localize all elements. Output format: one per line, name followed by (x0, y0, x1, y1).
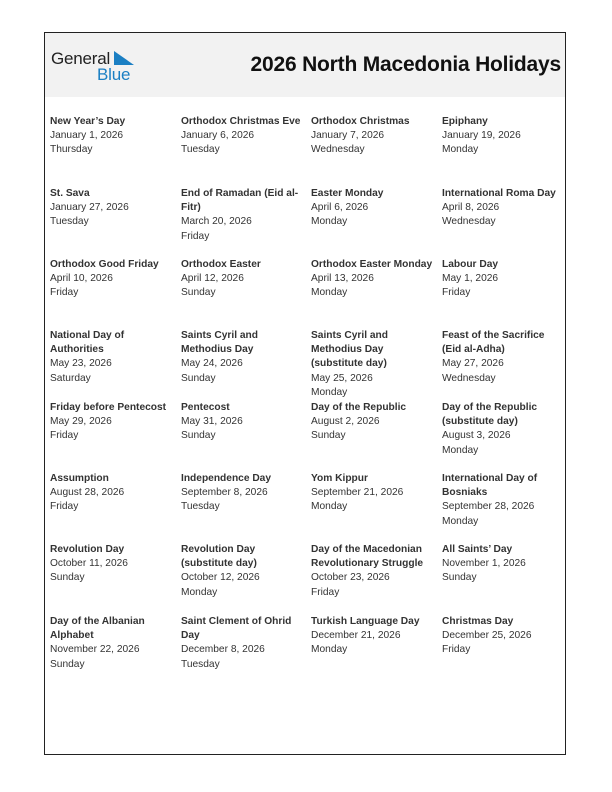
holiday-date: August 3, 2026 (442, 430, 511, 442)
holiday-name: New Year’s Day (50, 116, 126, 127)
holiday-name: Revolution Day (50, 544, 125, 555)
holiday-date: August 2, 2026 (311, 416, 380, 428)
page-header (45, 33, 565, 97)
holiday-entry (442, 543, 564, 586)
holiday-weekday: Wednesday (442, 216, 496, 228)
holiday-weekday: Wednesday (311, 144, 365, 156)
holiday-entry (181, 472, 303, 515)
holiday-weekday: Monday (311, 216, 348, 228)
holiday-entry (181, 258, 303, 301)
holiday-weekday: Sunday (442, 572, 477, 584)
holiday-date: April 10, 2026 (50, 273, 113, 285)
holiday-date: January 27, 2026 (50, 202, 129, 214)
holiday-name: Orthodox Easter Monday (311, 259, 433, 270)
brand-triangle-icon (114, 51, 134, 65)
holiday-date: January 1, 2026 (50, 130, 124, 142)
holiday-name: Day of the Albanian Alphabet (50, 616, 145, 642)
holiday-date: April 8, 2026 (442, 202, 500, 214)
holiday-entry (311, 401, 433, 444)
holiday-entry (181, 543, 303, 600)
holiday-weekday: Tuesday (181, 144, 220, 156)
holiday-weekday: Monday (311, 644, 348, 656)
holiday-entry (181, 401, 303, 444)
holiday-weekday: Sunday (50, 572, 85, 584)
holiday-date: November 22, 2026 (50, 644, 140, 656)
holiday-name: National Day of Authorities (50, 330, 125, 356)
calendar-page (44, 32, 566, 755)
holiday-entry (311, 329, 433, 400)
holiday-weekday: Saturday (50, 372, 91, 384)
holiday-weekday: Thursday (50, 144, 93, 156)
holiday-name: Yom Kippur (311, 473, 368, 484)
holiday-name: Saint Clement of Ohrid Day (181, 616, 292, 642)
holiday-name: Day of the Republic (substitute day) (442, 402, 538, 428)
holiday-name: End of Ramadan (Eid al-Fitr) (181, 188, 299, 214)
holiday-weekday: Monday (311, 386, 348, 398)
holiday-name: Feast of the Sacrifice (Eid al-Adha) (442, 330, 545, 356)
holiday-entry (311, 187, 433, 230)
holiday-entry (442, 258, 564, 301)
holiday-date: January 7, 2026 (311, 130, 385, 142)
holiday-name: Orthodox Christmas (311, 116, 410, 127)
holiday-weekday: Tuesday (181, 501, 220, 513)
holiday-date: September 28, 2026 (442, 501, 535, 513)
holiday-name: All Saints’ Day (442, 544, 513, 555)
holiday-name: Saints Cyril and Methodius Day (substitute day) (311, 330, 388, 370)
holiday-name: Assumption (50, 473, 109, 484)
holiday-weekday: Friday (50, 430, 79, 442)
holiday-name: Easter Monday (311, 188, 384, 199)
brand-logo (51, 49, 141, 83)
holiday-name: Saints Cyril and Methodius Day (181, 330, 258, 356)
holiday-weekday: Sunday (181, 287, 216, 299)
holiday-entry (50, 329, 172, 386)
holiday-name: St. Sava (50, 188, 90, 199)
holiday-weekday: Monday (442, 444, 479, 456)
holiday-name: Day of the Republic (311, 402, 407, 413)
holiday-date: December 21, 2026 (311, 630, 401, 642)
holiday-entry (311, 543, 433, 600)
holiday-name: Christmas Day (442, 616, 514, 627)
holiday-weekday: Monday (442, 144, 479, 156)
holiday-entry (442, 401, 564, 458)
holiday-date: November 1, 2026 (442, 558, 526, 570)
holiday-date: April 13, 2026 (311, 273, 374, 285)
holiday-weekday: Friday (311, 586, 340, 598)
holiday-entry (50, 543, 172, 586)
holiday-weekday: Sunday (181, 430, 216, 442)
holiday-weekday: Monday (181, 586, 218, 598)
holiday-name: Friday before Pentecost (50, 402, 167, 413)
holiday-weekday: Tuesday (50, 216, 89, 228)
holiday-name: Independence Day (181, 473, 272, 484)
holiday-name: Turkish Language Day (311, 616, 420, 627)
holiday-entry (442, 115, 564, 158)
holiday-entry (181, 187, 303, 244)
holiday-weekday: Tuesday (181, 658, 220, 670)
holiday-name: Orthodox Easter (181, 259, 261, 270)
holiday-entry (181, 329, 303, 386)
holiday-weekday: Monday (442, 515, 479, 527)
holiday-entry (442, 187, 564, 230)
holiday-date: May 27, 2026 (442, 358, 504, 370)
holiday-name: Orthodox Christmas Eve (181, 116, 301, 127)
holiday-date: October 12, 2026 (181, 572, 260, 584)
holiday-entry (311, 615, 433, 658)
holiday-name: Orthodox Good Friday (50, 259, 159, 270)
holiday-date: May 29, 2026 (50, 416, 112, 428)
holiday-weekday: Sunday (50, 658, 85, 670)
holiday-entry (442, 329, 564, 386)
holiday-entry (181, 115, 303, 158)
brand-word-blue: Blue (97, 65, 131, 84)
holiday-weekday: Sunday (311, 430, 346, 442)
holiday-entry (50, 472, 172, 515)
holiday-name: Labour Day (442, 259, 499, 270)
holiday-entry (50, 258, 172, 301)
holiday-date: April 6, 2026 (311, 202, 369, 214)
holiday-date: May 1, 2026 (442, 273, 499, 285)
brand-word-general: General (51, 49, 111, 68)
holiday-date: May 25, 2026 (311, 372, 373, 384)
holiday-entry (311, 115, 433, 158)
holiday-weekday: Monday (311, 287, 348, 299)
holiday-date: March 20, 2026 (181, 216, 252, 228)
holiday-name: International Day of Bosniaks (442, 473, 538, 499)
holiday-entry (50, 115, 172, 158)
holiday-entry (311, 258, 433, 301)
holiday-date: December 8, 2026 (181, 644, 265, 656)
holiday-entry (50, 615, 172, 672)
holiday-date: August 28, 2026 (50, 487, 125, 499)
holiday-entry (181, 615, 303, 672)
holiday-weekday: Monday (311, 501, 348, 513)
holiday-date: October 23, 2026 (311, 572, 390, 584)
holiday-date: October 11, 2026 (50, 558, 128, 570)
holiday-date: September 21, 2026 (311, 487, 404, 499)
holiday-name: Day of the Macedonian Revolutionary Struggle (311, 544, 424, 570)
holiday-weekday: Friday (181, 230, 210, 242)
holiday-entry (50, 401, 172, 444)
holiday-weekday: Friday (442, 644, 471, 656)
holiday-date: September 8, 2026 (181, 487, 268, 499)
holiday-entry (50, 187, 172, 230)
holiday-name: Pentecost (181, 402, 230, 413)
holiday-entry (442, 615, 564, 658)
holiday-date: May 23, 2026 (50, 358, 112, 370)
holiday-name: Epiphany (442, 116, 488, 127)
holiday-date: January 6, 2026 (181, 130, 255, 142)
holiday-weekday: Wednesday (442, 372, 496, 384)
holiday-date: December 25, 2026 (442, 630, 532, 642)
holiday-date: May 31, 2026 (181, 416, 243, 428)
holiday-weekday: Sunday (181, 372, 216, 384)
holiday-entry (311, 472, 433, 515)
holiday-weekday: Friday (50, 501, 79, 513)
holiday-entry (442, 472, 564, 529)
holiday-name: Revolution Day (substitute day) (181, 544, 257, 570)
holiday-weekday: Friday (50, 287, 79, 299)
holiday-date: May 24, 2026 (181, 358, 243, 370)
page-title: 2026 North Macedonia Holidays (250, 53, 561, 76)
holiday-weekday: Friday (442, 287, 471, 299)
holiday-date: January 19, 2026 (442, 130, 521, 142)
holiday-name: International Roma Day (442, 188, 556, 199)
holiday-date: April 12, 2026 (181, 273, 244, 285)
